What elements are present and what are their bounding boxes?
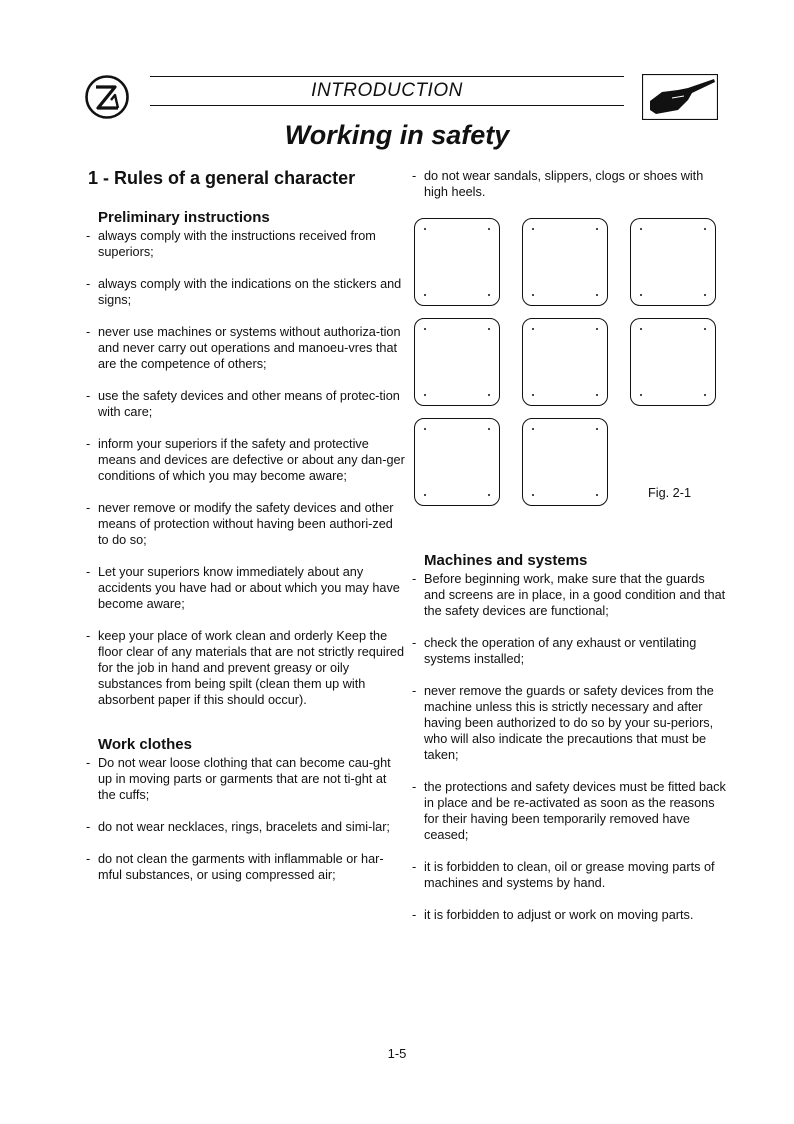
list-item: - always comply with the instructions received from superiors; [86,228,406,260]
preliminary-list [86,228,406,708]
header-rule-top [150,76,624,77]
list-item: - Before beginning work, make sure that the guards and screens are in place, in a good condition and that the safety devices are functional; [412,571,728,619]
page-title: Working in safety [284,120,510,150]
right-column [412,168,728,939]
figure-caption: Fig. 2-1 [648,486,692,500]
section-title: 1 - Rules of a general character [88,168,356,188]
header-rule-bottom [150,105,624,106]
list-item: - never remove or modify the safety devices and other means of protection without having been authori-zed to do so; [86,500,406,548]
list-item: - use the safety devices and other means of protec-tion with care; [86,388,406,420]
left-column [86,168,406,899]
list-item: - do not clean the garments with inflammable or har-mful substances, or using compressed air; [86,851,406,883]
safety-sign-panel [522,318,608,406]
footwear-list [412,168,728,200]
list-item: - check the operation of any exhaust or ventilating systems installed; [412,635,728,667]
safety-sign-panel [630,318,716,406]
page-number: 1-5 [387,1046,407,1061]
list-item: - never use machines or systems without authoriza-tion and never carry out operations and manoeu-vres that are the competence of others; [86,324,406,372]
list-item: - always comply with the indications on the stickers and signs; [86,276,406,308]
figure-2-1 [412,218,728,538]
safety-sign-panel [414,418,500,506]
list-item: - do not wear necklaces, rings, bracelets and simi-lar; [86,819,406,835]
machines-list [412,571,728,923]
brand-logo-icon [84,74,130,120]
list-item: - never remove the guards or safety devices from the machine unless this is strictly necessary and after having been authorized to do so by your su-periors, who will also indicate the precautions that must be taken; [412,683,728,763]
header-title: INTRODUCTION [311,80,463,101]
machines-heading: Machines and systems [424,552,588,569]
safety-sign-panel [522,218,608,306]
list-item: - inform your superiors if the safety and protective means and devices are defective or about any dan-ger conditions of which you may become aware; [86,436,406,484]
list-item: - Let your superiors know immediately about any accidents you have had or about which you may have become aware; [86,564,406,612]
list-item: - Do not wear loose clothing that can become cau-ght up in moving parts or garments that are not ti-ght at the cuffs; [86,755,406,803]
safety-sign-panel [522,418,608,506]
list-item: - keep your place of work clean and orderly Keep the floor clear of any materials that are not strictly required for the job in hand and prevent greasy or oily substances from being spilt (clean them up with absorbent paper if this should occur). [86,628,406,708]
safety-sign-panel [414,218,500,306]
safety-sign-panel [630,218,716,306]
work-clothes-list [86,755,406,883]
list-item: - it is forbidden to adjust or work on moving parts. [412,907,728,923]
preliminary-heading: Preliminary instructions [98,209,270,226]
list-item: - the protections and safety devices must be fitted back in place and be re-activated as soon as the reasons for their having been temporarily removed have ceased; [412,779,728,843]
list-item: - it is forbidden to clean, oil or grease moving parts of machines and systems by hand. [412,859,728,891]
hand-pointing-icon [642,74,718,120]
safety-sign-panel [414,318,500,406]
work-clothes-heading: Work clothes [98,736,192,753]
list-item: - do not wear sandals, slippers, clogs or shoes with high heels. [412,168,728,200]
